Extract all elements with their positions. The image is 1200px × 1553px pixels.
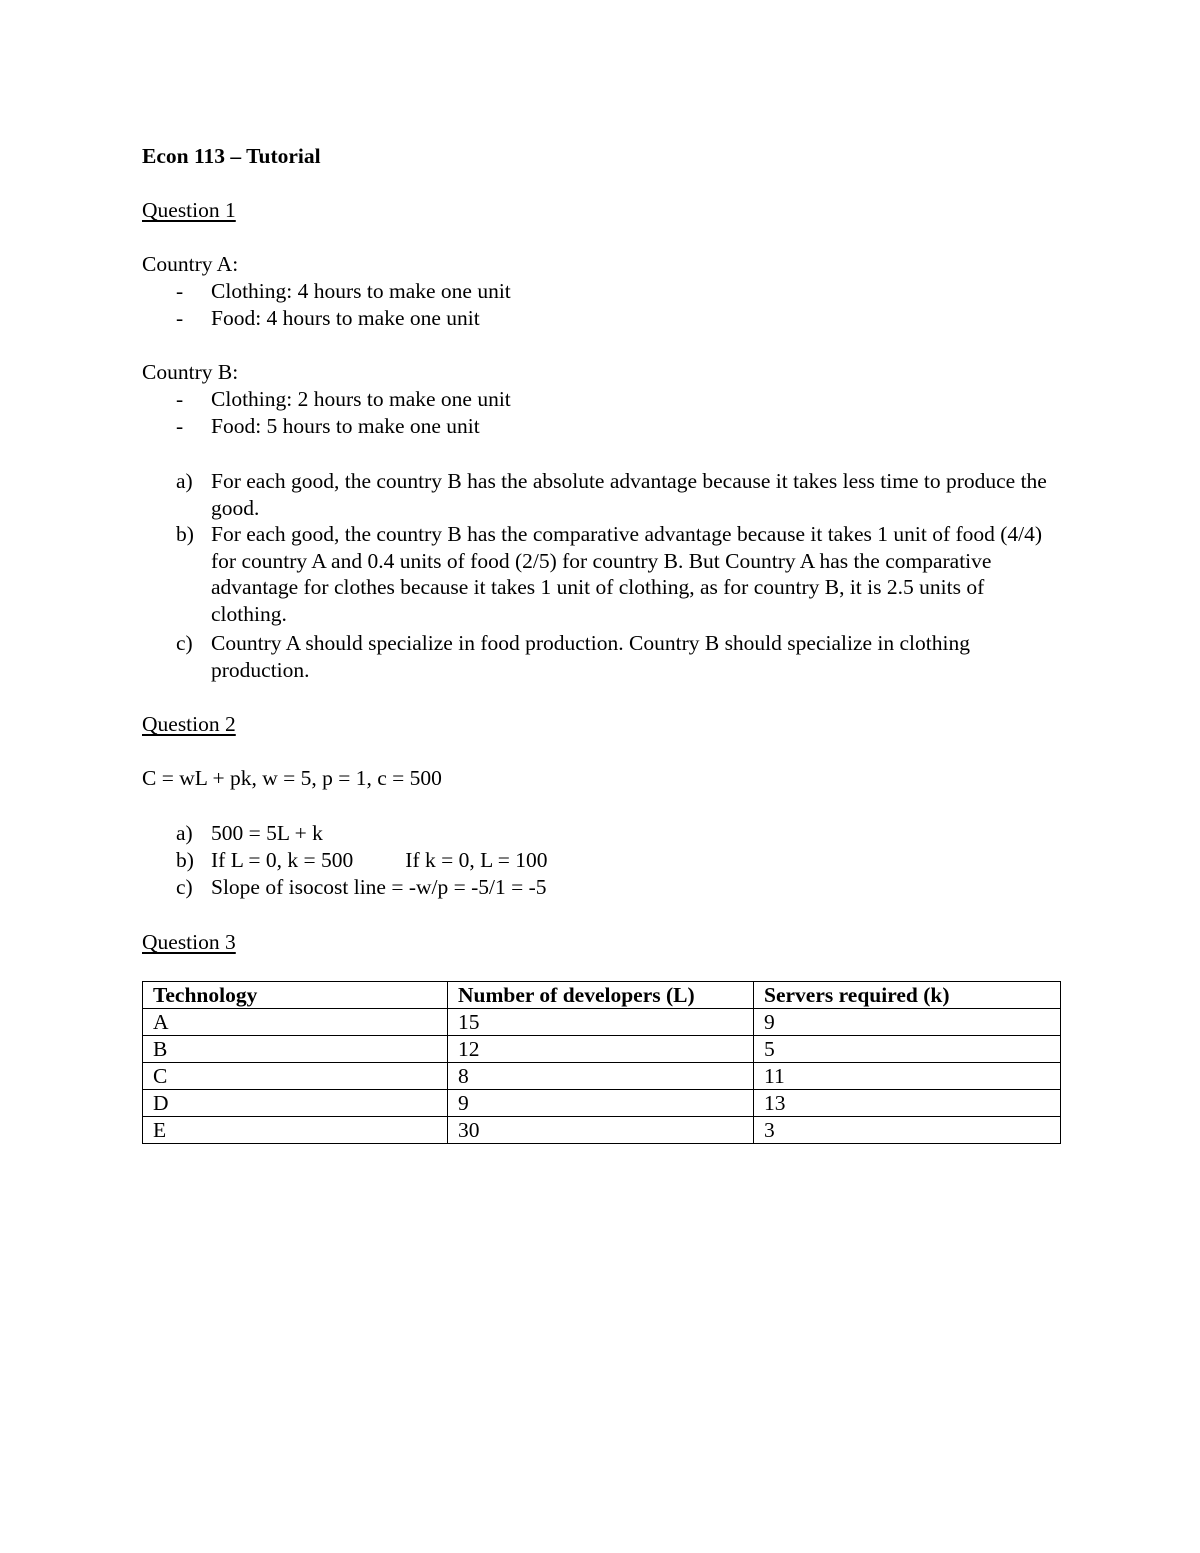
answer-text: Slope of isocost line = -w/p = -5/1 = -5 bbox=[211, 875, 547, 899]
country-a-clothing: Clothing: 4 hours to make one unit bbox=[211, 279, 511, 303]
answer-text: Country A should specialize in food production. Country B should specialize in clothing production. bbox=[211, 631, 970, 682]
answer-marker: c) bbox=[176, 875, 193, 899]
question-2-heading: Question 2 bbox=[142, 712, 236, 736]
cell-developers: 30 bbox=[448, 1117, 754, 1144]
dash-bullet: - bbox=[176, 306, 184, 330]
header-technology: Technology bbox=[143, 982, 448, 1009]
header-developers: Number of developers (L) bbox=[448, 982, 754, 1009]
table-row bbox=[143, 1090, 1061, 1117]
answer-marker: a) bbox=[176, 821, 193, 845]
cell-technology: C bbox=[143, 1063, 448, 1090]
isocost-equation: C = wL + pk, w = 5, p = 1, c = 500 bbox=[142, 766, 442, 790]
answer-marker: b) bbox=[176, 848, 194, 872]
country-a-food: Food: 4 hours to make one unit bbox=[211, 306, 480, 330]
answer-marker: c) bbox=[176, 631, 193, 655]
answer-text-part-2: If k = 0, L = 100 bbox=[405, 848, 548, 872]
cell-developers: 15 bbox=[448, 1009, 754, 1036]
cell-servers: 11 bbox=[754, 1063, 1061, 1090]
question-1-heading: Question 1 bbox=[142, 198, 236, 222]
cell-servers: 9 bbox=[754, 1009, 1061, 1036]
cell-technology: E bbox=[143, 1117, 448, 1144]
table-row bbox=[143, 1036, 1061, 1063]
table-header-row bbox=[143, 982, 1061, 1009]
cell-technology: D bbox=[143, 1090, 448, 1117]
country-b-clothing: Clothing: 2 hours to make one unit bbox=[211, 387, 511, 411]
cell-servers: 3 bbox=[754, 1117, 1061, 1144]
technology-table bbox=[142, 981, 1061, 1144]
dash-bullet: - bbox=[176, 414, 184, 438]
header-servers: Servers required (k) bbox=[754, 982, 1061, 1009]
document-title: Econ 113 – Tutorial bbox=[142, 144, 321, 168]
dash-bullet: - bbox=[176, 387, 184, 411]
cell-servers: 5 bbox=[754, 1036, 1061, 1063]
answer-marker: a) bbox=[176, 469, 193, 493]
cell-technology: A bbox=[143, 1009, 448, 1036]
question-3-heading: Question 3 bbox=[142, 930, 236, 954]
country-a-label: Country A: bbox=[142, 252, 239, 276]
country-b-label: Country B: bbox=[142, 360, 239, 384]
table-row bbox=[143, 1117, 1061, 1144]
cell-technology: B bbox=[143, 1036, 448, 1063]
answer-text: For each good, the country B has the absolute advantage because it takes less time to produce the good. bbox=[211, 469, 1047, 520]
answer-text: 500 = 5L + k bbox=[211, 821, 323, 845]
cell-servers: 13 bbox=[754, 1090, 1061, 1117]
answer-text: For each good, the country B has the comparative advantage because it takes 1 unit of food (4/4) for country A and 0.4 units of food (2/5) for country B. But Country A has the comparative advantage for clothes because it takes 1 unit of clothing, as for country B, it is 2.5 units of clothing. bbox=[211, 522, 1043, 626]
cell-developers: 8 bbox=[448, 1063, 754, 1090]
country-b-food: Food: 5 hours to make one unit bbox=[211, 414, 480, 438]
cell-developers: 12 bbox=[448, 1036, 754, 1063]
answer-text-part-1: If L = 0, k = 500 bbox=[211, 848, 354, 872]
table-row bbox=[143, 1063, 1061, 1090]
answer-text bbox=[211, 847, 1060, 874]
table-row bbox=[143, 1009, 1061, 1036]
dash-bullet: - bbox=[176, 279, 184, 303]
cell-developers: 9 bbox=[448, 1090, 754, 1117]
answer-marker: b) bbox=[176, 522, 194, 546]
